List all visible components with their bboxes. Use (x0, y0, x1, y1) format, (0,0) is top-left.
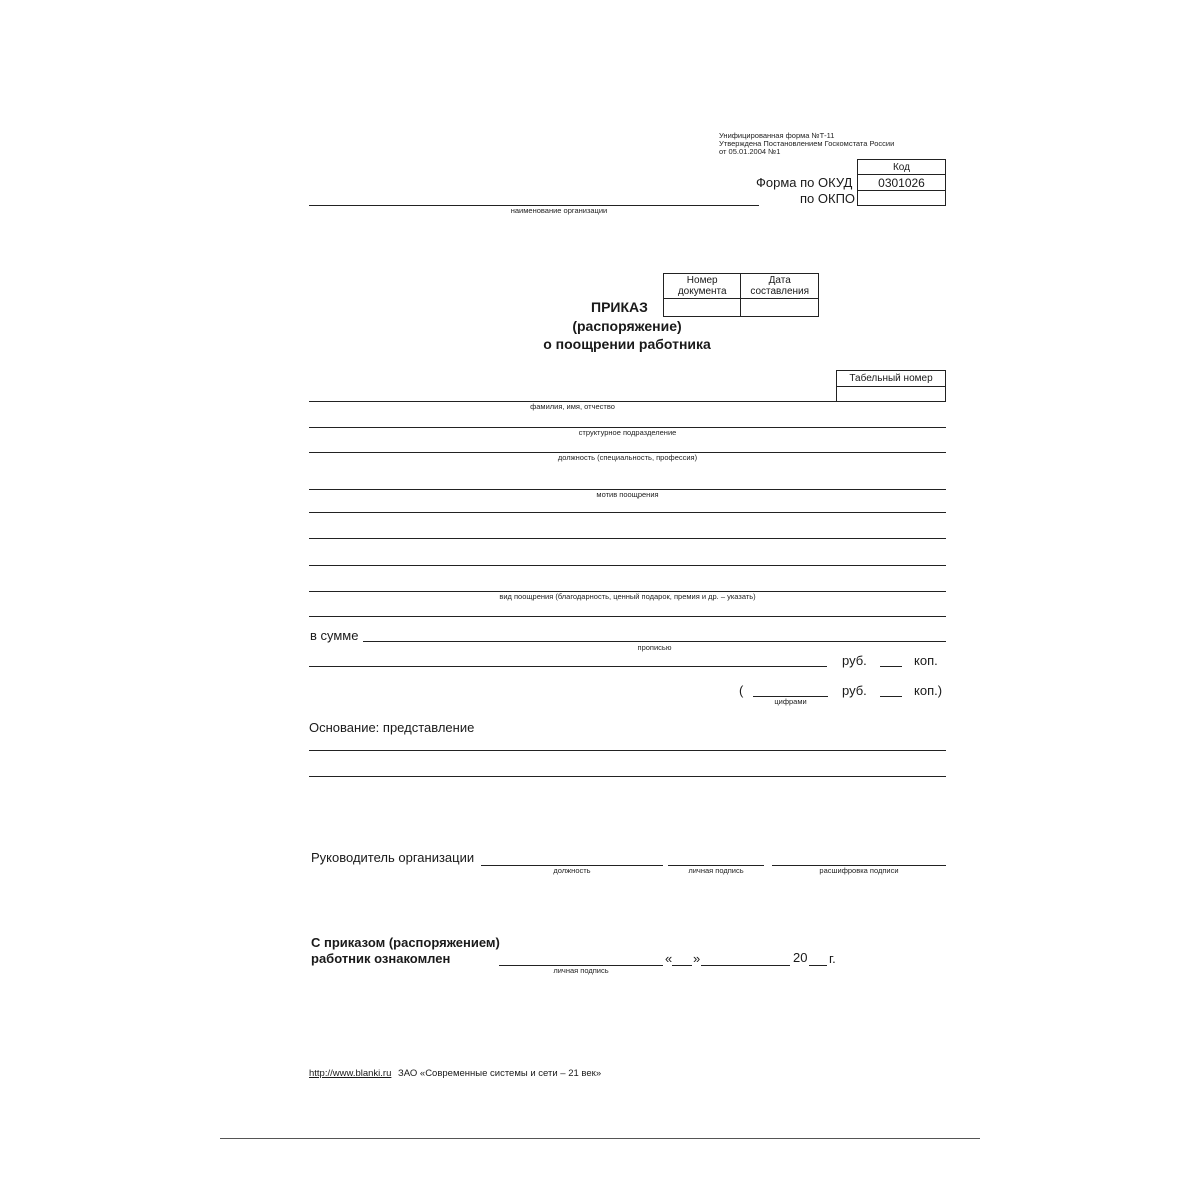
footer (309, 1068, 601, 1079)
code-header: Код (858, 160, 946, 175)
basis-label: Основание: представление (309, 720, 475, 735)
form-line-2: Утверждена Постановлением Госкомстата России (719, 139, 895, 148)
ack-quote-close: » (693, 951, 701, 966)
kop-label: коп. (914, 653, 938, 668)
reward-type-caption: вид поощрения (благодарность, ценный подарок, премия и др. – указать) (499, 592, 756, 601)
sum-words-line-2[interactable] (309, 666, 827, 667)
kop-close-label: коп.) (914, 683, 943, 698)
kop-digits-line[interactable] (880, 696, 902, 697)
kop-line[interactable] (880, 666, 902, 667)
reward-type-line-2[interactable] (309, 616, 946, 617)
okud-value[interactable]: 0301026 (858, 175, 946, 191)
form-line-3: от 05.01.2004 №1 (719, 147, 781, 156)
footer-company: ЗАО «Современные системы и сети – 21 век» (398, 1068, 602, 1079)
codes-table (857, 159, 946, 206)
ack-line-1: С приказом (распоряжением) (311, 935, 500, 950)
okud-label: Форма по ОКУД (756, 175, 853, 190)
ack-day-line[interactable] (672, 965, 692, 966)
okpo-value[interactable] (858, 191, 946, 206)
form-line-1: Унифицированная форма №Т-11 (719, 131, 835, 140)
fio-caption: фамилия, имя, отчество (530, 402, 615, 411)
document-number-header: Номер документа (664, 274, 741, 299)
document-number-date-table (663, 273, 819, 317)
document-date-header: Дата составления (741, 274, 819, 299)
personnel-number-table (836, 370, 946, 402)
motive-caption: мотив поощрения (596, 490, 659, 499)
motive-line-4[interactable] (309, 565, 946, 566)
ack-month-line[interactable] (701, 965, 790, 966)
okpo-label: по ОКПО (800, 191, 856, 206)
page-bottom-divider (220, 1138, 980, 1139)
title-disposition: (распоряжение) (572, 318, 682, 334)
ack-year-suffix: г. (829, 951, 836, 966)
motive-line-3[interactable] (309, 538, 946, 539)
document-number-value[interactable] (664, 299, 741, 317)
ack-year-prefix: 20 (793, 950, 808, 965)
division-caption: структурное подразделение (578, 428, 677, 437)
ack-year-line[interactable] (809, 965, 827, 966)
rub-label: руб. (842, 653, 867, 668)
digits-open-paren: ( (739, 683, 744, 698)
title-subject: о поощрении работника (543, 336, 711, 352)
sum-words-caption: прописью (637, 643, 672, 652)
head-signature-caption: личная подпись (688, 866, 744, 875)
ack-quote-open: « (665, 951, 673, 966)
sum-digits-caption: цифрами (774, 697, 807, 706)
sum-label: в сумме (310, 628, 359, 643)
ack-signature-caption: личная подпись (553, 966, 609, 975)
basis-line-2[interactable] (309, 776, 946, 777)
motive-line-2[interactable] (309, 512, 946, 513)
form-approval-note (719, 132, 894, 156)
personnel-number-header: Табельный номер (837, 371, 946, 387)
head-decode-caption: расшифровка подписи (819, 866, 899, 875)
ack-line-2: работник ознакомлен (311, 951, 451, 966)
footer-link[interactable]: http://www.blanki.ru (309, 1068, 392, 1079)
head-position-caption: должность (553, 866, 591, 875)
sum-words-line[interactable] (363, 641, 946, 642)
basis-line[interactable] (309, 750, 946, 751)
personnel-number-value[interactable] (837, 387, 946, 402)
title-order: ПРИКАЗ (591, 299, 648, 315)
rub-label-digits: руб. (842, 683, 867, 698)
organization-caption: наименование организации (510, 206, 608, 215)
position-caption: должность (специальность, профессия) (557, 453, 698, 462)
document-date-value[interactable] (741, 299, 819, 317)
head-label: Руководитель организации (311, 850, 475, 865)
